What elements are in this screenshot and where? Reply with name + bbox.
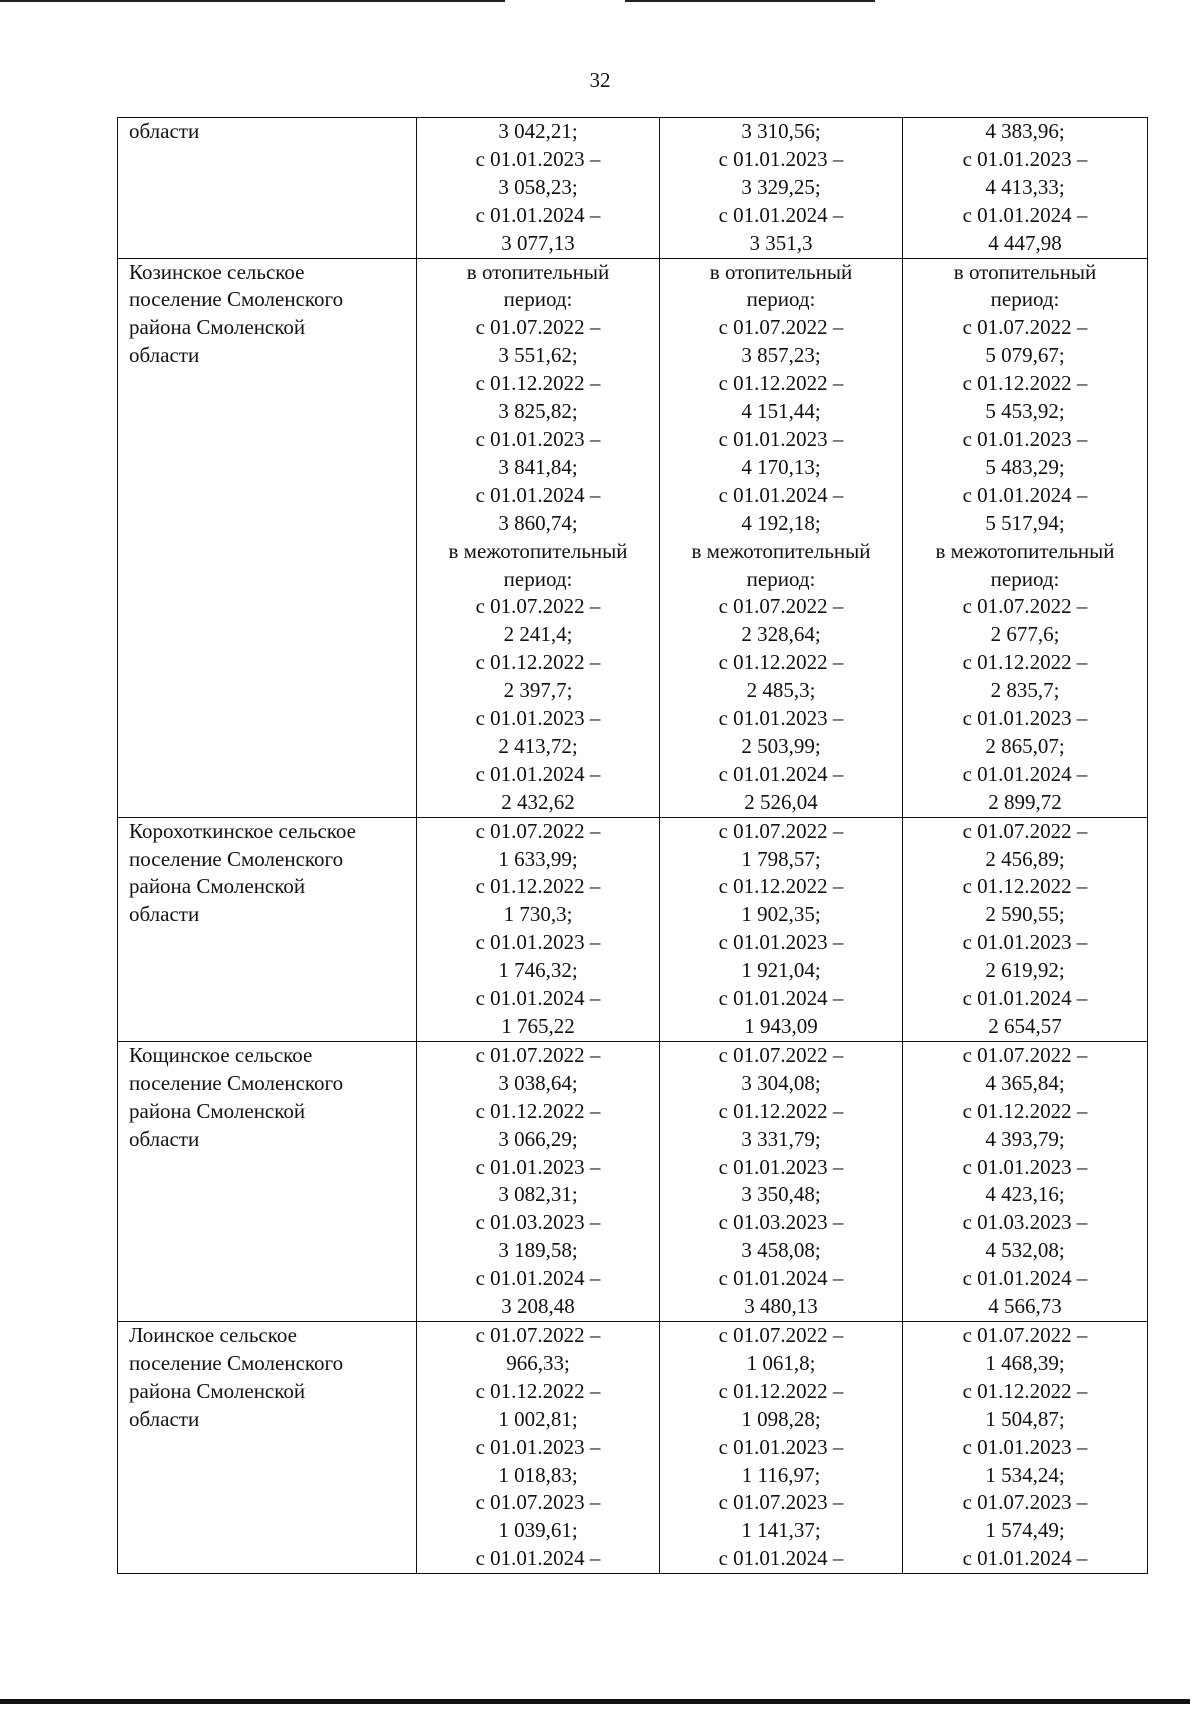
settlement-name: Козинское сельское поселение Смоленского района Смоленской области (118, 258, 417, 817)
tariff-cell: с 01.07.2022 – 3 304,08; с 01.12.2022 – 3 331,79; с 01.01.2023 – 3 350,48; с 01.03.2023 – 3 458,08; с 01.01.2024 – 3 480,13 (660, 1041, 903, 1321)
table-row (118, 118, 1148, 259)
settlement-name: области (118, 118, 417, 259)
tariff-table (117, 117, 1148, 1574)
scan-edge-bottom (0, 1699, 1190, 1704)
tariff-cell: с 01.07.2022 – 2 456,89; с 01.12.2022 – 2 590,55; с 01.01.2023 – 2 619,92; с 01.01.2024 – 2 654,57 (903, 817, 1148, 1041)
tariff-cell: 3 042,21; с 01.01.2023 – 3 058,23; с 01.01.2024 – 3 077,13 (417, 118, 660, 259)
tariff-cell: с 01.07.2022 – 1 061,8; с 01.12.2022 – 1 098,28; с 01.01.2023 – 1 116,97; с 01.07.2023 – 1 141,37; с 01.01.2024 – (660, 1321, 903, 1573)
tariff-cell: с 01.07.2022 – 966,33; с 01.12.2022 – 1 002,81; с 01.01.2023 – 1 018,83; с 01.07.2023 – 1 039,61; с 01.01.2024 – (417, 1321, 660, 1573)
settlement-name: Кощинское сельское поселение Смоленского района Смоленской области (118, 1041, 417, 1321)
tariff-cell: 4 383,96; с 01.01.2023 – 4 413,33; с 01.01.2024 – 4 447,98 (903, 118, 1148, 259)
table-row (118, 1041, 1148, 1321)
tariff-cell: с 01.07.2022 – 1 468,39; с 01.12.2022 – 1 504,87; с 01.01.2023 – 1 534,24; с 01.07.2023 – 1 574,49; с 01.01.2024 – (903, 1321, 1148, 1573)
tariff-cell: в отопительный период: с 01.07.2022 – 3 857,23; с 01.12.2022 – 4 151,44; с 01.01.2023 – 4 170,13; с 01.01.2024 – 4 192,18; в межотопительный период: с 01.07.2022 – 2 328,64; с 01.12.2022 – 2 485,3; с 01.01.2023 – 2 503,99; с 01.01.2024 – 2 526,04 (660, 258, 903, 817)
table-row (118, 258, 1148, 817)
table-row (118, 817, 1148, 1041)
table-row (118, 1321, 1148, 1573)
scan-edge-top-left (0, 0, 505, 2)
tariff-cell: с 01.07.2022 – 1 633,99; с 01.12.2022 – 1 730,3; с 01.01.2023 – 1 746,32; с 01.01.2024 – 1 765,22 (417, 817, 660, 1041)
tariff-cell: с 01.07.2022 – 1 798,57; с 01.12.2022 – 1 902,35; с 01.01.2023 – 1 921,04; с 01.01.2024 – 1 943,09 (660, 817, 903, 1041)
page-number: 32 (589, 68, 611, 92)
tariff-cell: в отопительный период: с 01.07.2022 – 3 551,62; с 01.12.2022 – 3 825,82; с 01.01.2023 – 3 841,84; с 01.01.2024 – 3 860,74; в межотопительный период: с 01.07.2022 – 2 241,4; с 01.12.2022 – 2 397,7; с 01.01.2023 – 2 413,72; с 01.01.2024 – 2 432,62 (417, 258, 660, 817)
tariff-cell: в отопительный период: с 01.07.2022 – 5 079,67; с 01.12.2022 – 5 453,92; с 01.01.2023 – 5 483,29; с 01.01.2024 – 5 517,94; в межотопительный период: с 01.07.2022 – 2 677,6; с 01.12.2022 – 2 835,7; с 01.01.2023 – 2 865,07; с 01.01.2024 – 2 899,72 (903, 258, 1148, 817)
tariff-cell: с 01.07.2022 – 4 365,84; с 01.12.2022 – 4 393,79; с 01.01.2023 – 4 423,16; с 01.03.2023 – 4 532,08; с 01.01.2024 – 4 566,73 (903, 1041, 1148, 1321)
tariff-cell: 3 310,56; с 01.01.2023 – 3 329,25; с 01.01.2024 – 3 351,3 (660, 118, 903, 259)
settlement-name: Корохоткинское сельское поселение Смоленского района Смоленской области (118, 817, 417, 1041)
settlement-name: Лоинское сельское поселение Смоленского района Смоленской области (118, 1321, 417, 1573)
scan-edge-top-right (625, 0, 875, 2)
tariff-cell: с 01.07.2022 – 3 038,64; с 01.12.2022 – 3 066,29; с 01.01.2023 – 3 082,31; с 01.03.2023 – 3 189,58; с 01.01.2024 – 3 208,48 (417, 1041, 660, 1321)
